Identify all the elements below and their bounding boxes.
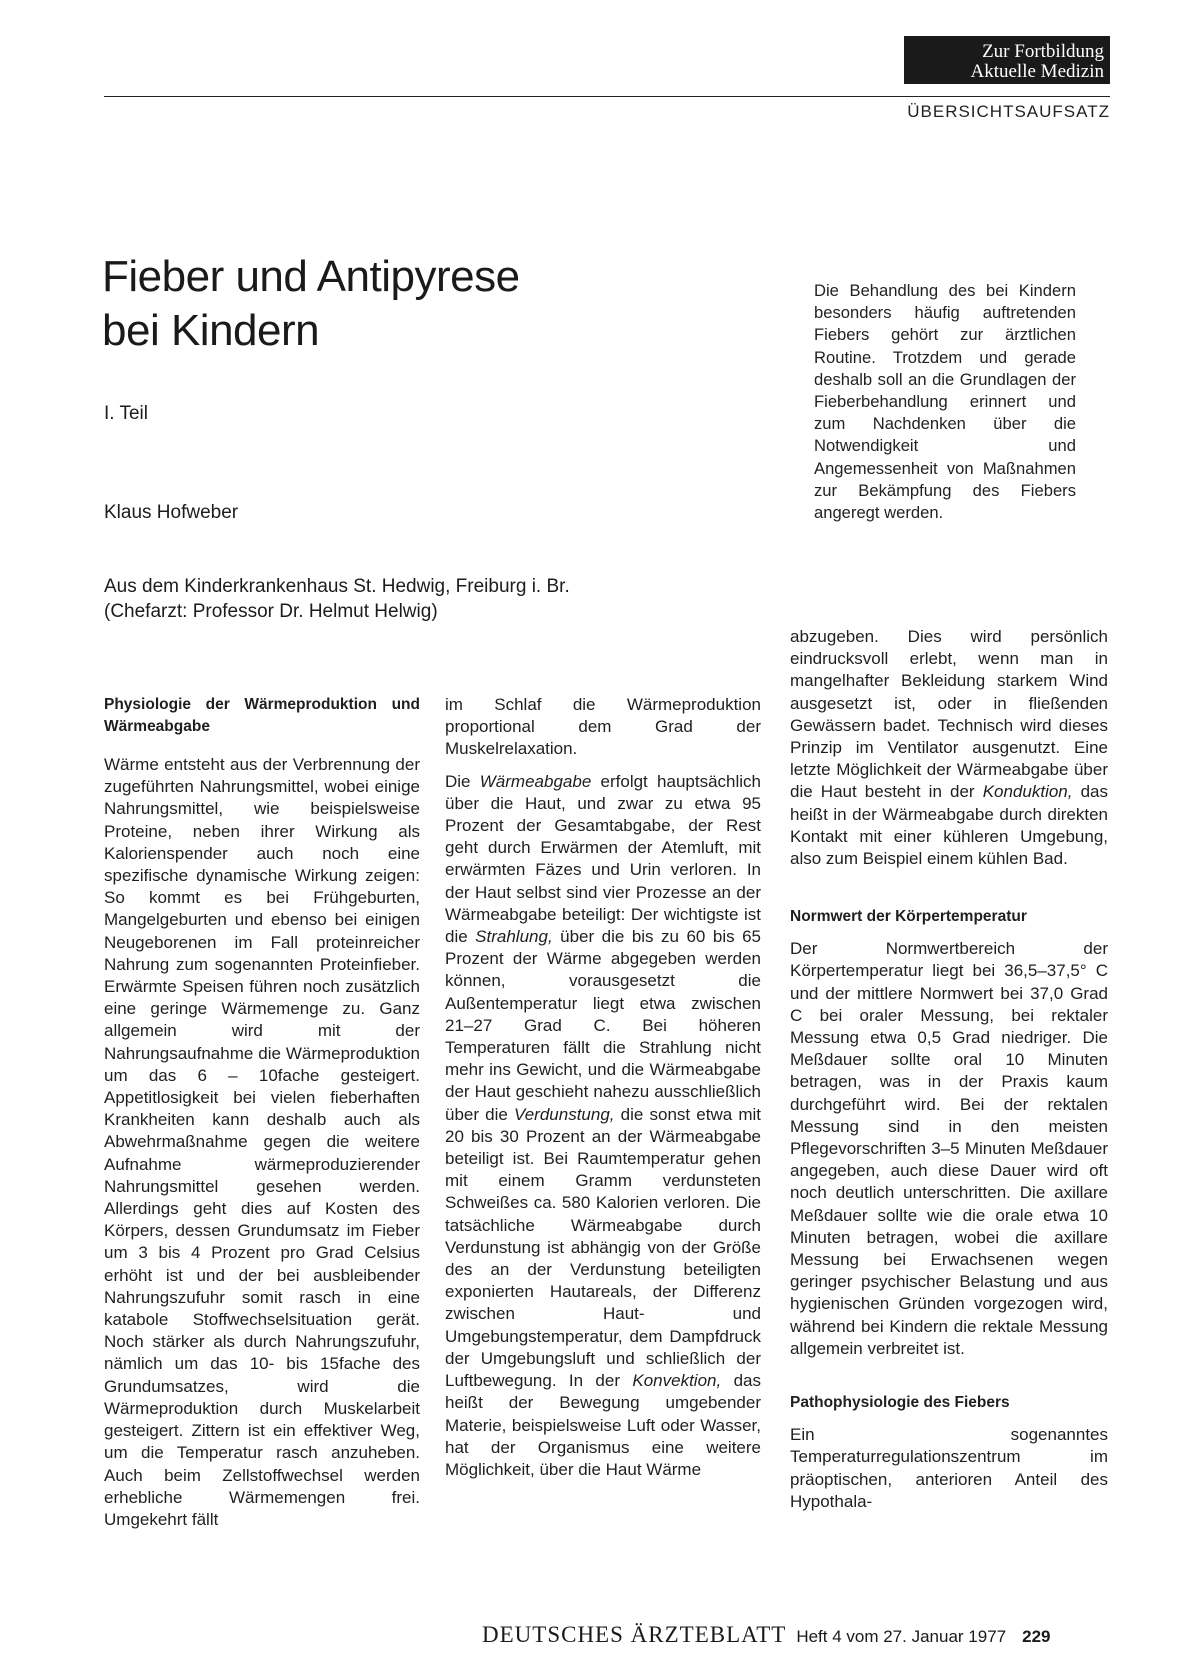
paragraph-heat-production: Wärme entsteht aus der Verbrennung der zugeführten Nahrungsmittel, wobei einige Nahrungsmittel, wie beispielsweise Proteine, neben ihrer Wirkung als Kalorienspender auch noch eine spezifische dynamische Wirkung zeigen: So kommt es bei Frühgeburten, Mangelgeburten und ebenso bei einigen Neugeborenen im Fall proteinreicher Nahrung zum sogenannten Proteinfieber. Erwärmte Speisen führen noch zusätzlich eine geringe Wärmemenge zu. Ganz allgemein wird mit der Nahrungsaufnahme die Wärmeproduktion um das 6 – 10fache gesteigert. Appetitlosigkeit bei vielen fieberhaften Krankheiten kann deshalb auch als Abwehrmaßnahme gegen die weitere Aufnahme wärmeproduzierender Nahrungsmittel gesehen werden. Allerdings geht dies auf Kosten des Körpers, dessen Grundumsatz im Fieber um 3 bis 4 Prozent pro Grad Celsius erhöht ist und der bei ausbleibender Nahrungszufuhr somit rasch in eine katabole Stoffwechselsituation gerät. Noch stärker als durch Nahrungszufuhr, nämlich um das 10- bis 15fache des Grundumsatzes, wird die Wärmeproduktion durch Muskelarbeit gesteigert. Zittern ist ein effektiver Weg, um die Temperatur rasch anzuheben. Auch beim Zellstoffwechsel werden erhebliche Wärmemengen frei. Umgekehrt fällt — [104, 755, 420, 1529]
term-konduktion: Konduktion, — [982, 782, 1073, 802]
text-run: das heißt in der Wärmeabgabe durch direkten Kontakt mit einer kühleren Umgebung, also zum Beispiel einem kühlen Bad. — [790, 782, 1108, 869]
text-run: das heißt der Bewegung umgebender Materie, beispielsweise Luft oder Wasser, hat der Organismus eine weitere Möglichkeit, über die Haut Wärme — [445, 1371, 761, 1479]
column-2 — [445, 694, 761, 1481]
paragraph-normal-temperature: Der Normwertbereich der Körpertemperatur liegt bei 36,5–37,5° C und der mittlere Normwert bei 37,0 Grad C bei oraler Messung, bei rektaler Messung etwa 0,5 Grad niedriger. Die Meßdauer sollte oral 10 Minuten betragen, was in der Praxis kaum durchgeführt wird. Bei der rektalen Messung sind in den meisten Pflegevorschriften 3–5 Minuten Meßdauer angegeben, auch diese Dauer wird oft noch deutlich unterschritten. Die axillare Meßdauer sollte wie die orale etwa 10 Minuten betragen, wobei die axillare Messung bei Erwachsenen wegen geringer psychischer Belastung und aus hygienischen Gründen vorgezogen wird, während bei Kindern die rektale Messung allgemein verbreitet ist. — [790, 939, 1108, 1358]
paragraph-sleep: im Schlaf die Wärmeproduktion proportional dem Grad der Muskelrelaxation. — [445, 695, 761, 759]
article-title — [102, 250, 722, 358]
part-label: I. Teil — [104, 403, 149, 424]
paragraph-conduction — [790, 626, 1108, 870]
page-number: 229 — [1022, 1627, 1051, 1646]
term-waermeabgabe: Wärmeabgabe — [479, 771, 592, 791]
text-run: über die bis zu 60 bis 65 Prozent der Wärme abgegeben werden können, vorausgesetzt die Außentemperatur liegt etwa zwischen 21–27 Grad C. Bei höheren Temperaturen fällt die Strahlung nicht mehr ins Gewicht, und die Wärmeabgabe der Haut geschieht nahezu ausschließlich über die — [445, 927, 761, 1124]
paragraph-heat-loss — [445, 771, 761, 1482]
text-run: erfolgt hauptsächlich über die Haut, und zwar zu etwa 95 Prozent der Gesamtabgabe, der Rest geht durch Erwärmen der Atemluft, mit erwärmten Fäzes und Urin verloren. In der Haut selbst sind vier Prozesse an der Wärmeabgabe beteiligt: Der wichtigste ist die — [445, 771, 761, 947]
paragraph-pathophysiology: Ein sogenanntes Temperaturregulationszentrum im präoptischen, anterioren Anteil des Hypothala- — [790, 1425, 1108, 1511]
section-label: ÜBERSICHTSAUFSATZ — [907, 102, 1110, 121]
affiliation-line-1: Aus dem Kinderkrankenhaus St. Hedwig, Freiburg i. Br. — [104, 576, 570, 597]
term-strahlung: Strahlung, — [475, 927, 553, 947]
term-konvektion: Konvektion, — [632, 1371, 722, 1391]
text-run: abzugeben. Dies wird persönlich eindrucksvoll erlebt, wenn man in mangelhafter Bekleidung starkem Wind ausgesetzt ist, oder in fließenden Gewässern badet. Technisch wird dieses Prinzip im Ventilator ausgenutzt. Eine letzte Möglichkeit der Wärmeabgabe über die Haut besteht in der — [790, 627, 1108, 802]
column-1 — [104, 694, 420, 1531]
author-name: Klaus Hofweber — [104, 502, 239, 523]
term-verdunstung: Verdunstung, — [514, 1104, 615, 1124]
page-footer — [482, 1622, 1050, 1648]
section-heading-pathophysiology: Pathophysiologie des Fiebers — [790, 1394, 1010, 1412]
title-line-2: bei Kindern — [102, 306, 320, 355]
text-run: Die — [445, 771, 480, 791]
series-badge — [904, 36, 1110, 84]
badge-line-2: Aktuelle Medizin — [970, 61, 1104, 82]
affiliation — [104, 574, 724, 624]
column-3 — [790, 626, 1108, 1513]
title-line-1: Fieber und Antipyrese — [102, 252, 520, 301]
section-heading-normal-temperature: Normwert der Körpertemperatur — [790, 908, 1027, 926]
abstract: Die Behandlung des bei Kindern besonders häufig auftretenden Fiebers gehört zur ärztlichen Routine. Trotzdem und gerade deshalb soll an die Grundlagen der Fieberbehandlung erinnert und zum Nachdenken über die Notwendigkeit und Angemessenheit von Maßnahmen zur Bekämpfung des Fiebers angeregt werden. — [814, 281, 1076, 523]
journal-name: DEUTSCHES ÄRZTEBLATT — [482, 1622, 787, 1647]
text-run: die sonst etwa mit 20 bis 30 Prozent an der Wärmeabgabe beteiligt ist. Bei Raumtemperatur gehen mit einem Gramm verdunsteten Schweißes ca. 580 Kalorien verloren. Die tatsächliche Wärmeabgabe durch Verdunstung ist abhängig von der Größe des an der Verdunstung beteiligten exponierten Hautareals, der Differenz zwischen Haut- und Umgebungstemperatur, dem Dampfdruck der Umgebungsluft und schließlich der Luftbewegung. In der — [445, 1104, 761, 1391]
affiliation-line-2: (Chefarzt: Professor Dr. Helmut Helwig) — [104, 601, 438, 622]
issue-info: Heft 4 vom 27. Januar 1977 — [796, 1627, 1007, 1646]
section-heading-physiology: Physiologie der Wärmeproduktion und Wärmeabgabe — [104, 696, 420, 735]
badge-line-1: Zur Fortbildung — [982, 41, 1104, 62]
header-rule — [104, 96, 1110, 97]
